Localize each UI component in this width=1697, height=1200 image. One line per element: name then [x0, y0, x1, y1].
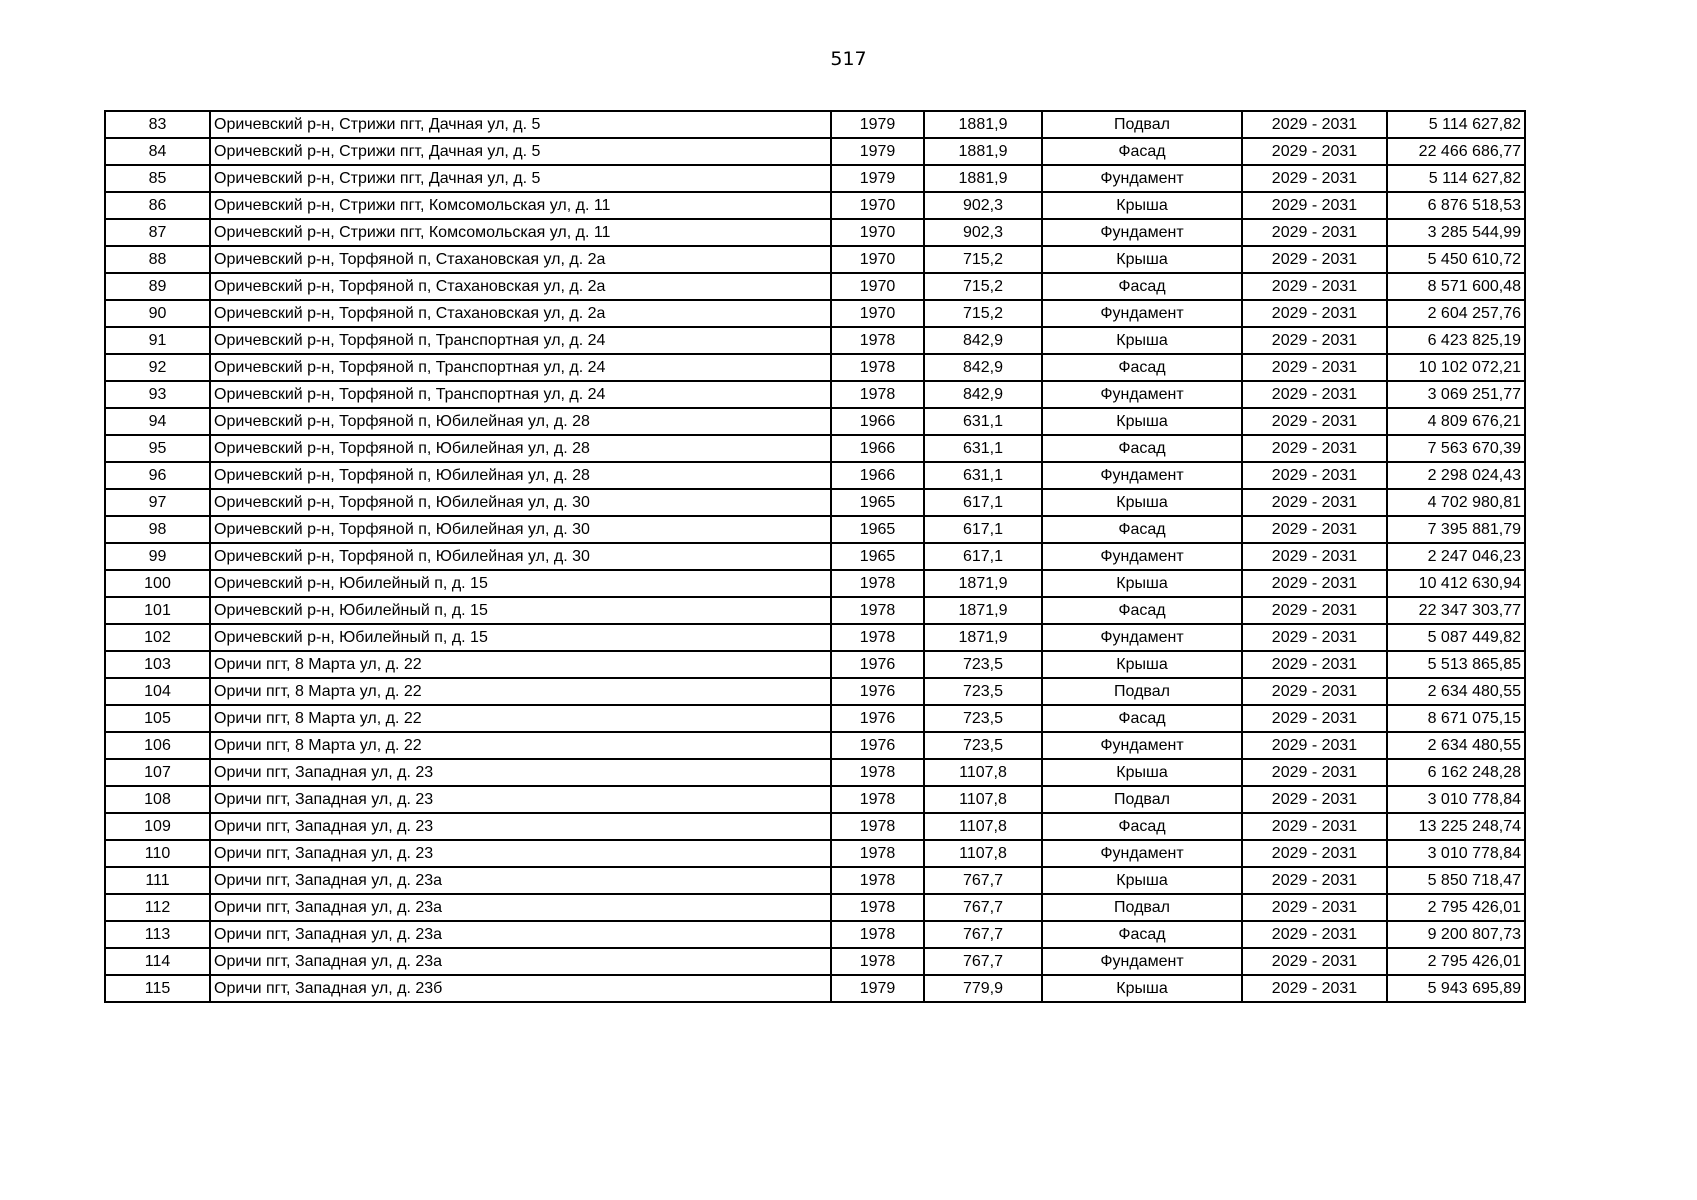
table-row [105, 192, 1525, 219]
year-cell: 1978 [831, 354, 924, 381]
address-cell: Оричевский р-н, Стрижи пгт, Дачная ул, д. 5 [210, 111, 831, 138]
table-row [105, 597, 1525, 624]
period-cell: 2029 - 2031 [1242, 597, 1387, 624]
period-cell: 2029 - 2031 [1242, 516, 1387, 543]
work-type-cell: Крыша [1042, 489, 1242, 516]
table-row [105, 732, 1525, 759]
address-cell: Оричевский р-н, Торфяной п, Транспортная ул, д. 24 [210, 327, 831, 354]
period-cell: 2029 - 2031 [1242, 759, 1387, 786]
period-cell: 2029 - 2031 [1242, 462, 1387, 489]
work-type-cell: Крыша [1042, 867, 1242, 894]
cost-cell: 7 563 670,39 [1387, 435, 1525, 462]
period-cell: 2029 - 2031 [1242, 678, 1387, 705]
period-cell: 2029 - 2031 [1242, 138, 1387, 165]
work-type-cell: Крыша [1042, 975, 1242, 1002]
row-number-cell: 89 [105, 273, 210, 300]
repair-schedule-table [104, 110, 1526, 1003]
area-cell: 617,1 [924, 489, 1042, 516]
area-cell: 767,7 [924, 921, 1042, 948]
period-cell: 2029 - 2031 [1242, 651, 1387, 678]
cost-cell: 10 412 630,94 [1387, 570, 1525, 597]
address-cell: Оричи пгт, Западная ул, д. 23 [210, 759, 831, 786]
table-row [105, 651, 1525, 678]
work-type-cell: Фасад [1042, 705, 1242, 732]
year-cell: 1966 [831, 462, 924, 489]
year-cell: 1970 [831, 246, 924, 273]
work-type-cell: Фундамент [1042, 462, 1242, 489]
work-type-cell: Крыша [1042, 192, 1242, 219]
address-cell: Оричи пгт, Западная ул, д. 23а [210, 867, 831, 894]
cost-cell: 3 010 778,84 [1387, 840, 1525, 867]
work-type-cell: Крыша [1042, 327, 1242, 354]
area-cell: 767,7 [924, 948, 1042, 975]
table-row [105, 840, 1525, 867]
cost-cell: 3 285 544,99 [1387, 219, 1525, 246]
cost-cell: 8 571 600,48 [1387, 273, 1525, 300]
year-cell: 1978 [831, 381, 924, 408]
year-cell: 1970 [831, 192, 924, 219]
table-body [105, 111, 1525, 1002]
table-row [105, 705, 1525, 732]
work-type-cell: Фасад [1042, 921, 1242, 948]
address-cell: Оричевский р-н, Торфяной п, Юбилейная ул, д. 28 [210, 435, 831, 462]
area-cell: 1107,8 [924, 786, 1042, 813]
table-row [105, 462, 1525, 489]
row-number-cell: 95 [105, 435, 210, 462]
period-cell: 2029 - 2031 [1242, 624, 1387, 651]
address-cell: Оричевский р-н, Стрижи пгт, Дачная ул, д. 5 [210, 165, 831, 192]
period-cell: 2029 - 2031 [1242, 165, 1387, 192]
address-cell: Оричевский р-н, Юбилейный п, д. 15 [210, 570, 831, 597]
cost-cell: 3 010 778,84 [1387, 786, 1525, 813]
area-cell: 715,2 [924, 246, 1042, 273]
address-cell: Оричевский р-н, Торфяной п, Юбилейная ул, д. 30 [210, 543, 831, 570]
address-cell: Оричевский р-н, Торфяной п, Стахановская ул, д. 2а [210, 273, 831, 300]
row-number-cell: 102 [105, 624, 210, 651]
cost-cell: 8 671 075,15 [1387, 705, 1525, 732]
year-cell: 1979 [831, 111, 924, 138]
cost-cell: 6 876 518,53 [1387, 192, 1525, 219]
area-cell: 631,1 [924, 408, 1042, 435]
period-cell: 2029 - 2031 [1242, 786, 1387, 813]
year-cell: 1965 [831, 489, 924, 516]
address-cell: Оричевский р-н, Торфяной п, Юбилейная ул, д. 30 [210, 516, 831, 543]
period-cell: 2029 - 2031 [1242, 543, 1387, 570]
work-type-cell: Фундамент [1042, 543, 1242, 570]
table-row [105, 867, 1525, 894]
period-cell: 2029 - 2031 [1242, 435, 1387, 462]
work-type-cell: Фасад [1042, 813, 1242, 840]
cost-cell: 5 114 627,82 [1387, 165, 1525, 192]
table-row [105, 570, 1525, 597]
address-cell: Оричевский р-н, Стрижи пгт, Комсомольская ул, д. 11 [210, 192, 831, 219]
row-number-cell: 91 [105, 327, 210, 354]
area-cell: 1107,8 [924, 759, 1042, 786]
period-cell: 2029 - 2031 [1242, 381, 1387, 408]
row-number-cell: 105 [105, 705, 210, 732]
area-cell: 723,5 [924, 678, 1042, 705]
period-cell: 2029 - 2031 [1242, 867, 1387, 894]
cost-cell: 2 795 426,01 [1387, 894, 1525, 921]
cost-cell: 5 087 449,82 [1387, 624, 1525, 651]
cost-cell: 2 604 257,76 [1387, 300, 1525, 327]
table-row [105, 111, 1525, 138]
area-cell: 715,2 [924, 300, 1042, 327]
row-number-cell: 113 [105, 921, 210, 948]
year-cell: 1979 [831, 975, 924, 1002]
area-cell: 842,9 [924, 381, 1042, 408]
period-cell: 2029 - 2031 [1242, 894, 1387, 921]
work-type-cell: Фундамент [1042, 624, 1242, 651]
work-type-cell: Фасад [1042, 273, 1242, 300]
year-cell: 1979 [831, 138, 924, 165]
row-number-cell: 96 [105, 462, 210, 489]
row-number-cell: 101 [105, 597, 210, 624]
address-cell: Оричи пгт, Западная ул, д. 23 [210, 840, 831, 867]
table-row [105, 759, 1525, 786]
area-cell: 779,9 [924, 975, 1042, 1002]
cost-cell: 22 466 686,77 [1387, 138, 1525, 165]
period-cell: 2029 - 2031 [1242, 732, 1387, 759]
address-cell: Оричи пгт, 8 Марта ул, д. 22 [210, 678, 831, 705]
table-row [105, 921, 1525, 948]
table-row [105, 948, 1525, 975]
cost-cell: 22 347 303,77 [1387, 597, 1525, 624]
cost-cell: 2 247 046,23 [1387, 543, 1525, 570]
table-row [105, 894, 1525, 921]
work-type-cell: Крыша [1042, 651, 1242, 678]
row-number-cell: 115 [105, 975, 210, 1002]
row-number-cell: 94 [105, 408, 210, 435]
row-number-cell: 98 [105, 516, 210, 543]
row-number-cell: 90 [105, 300, 210, 327]
period-cell: 2029 - 2031 [1242, 921, 1387, 948]
cost-cell: 2 795 426,01 [1387, 948, 1525, 975]
row-number-cell: 106 [105, 732, 210, 759]
period-cell: 2029 - 2031 [1242, 570, 1387, 597]
year-cell: 1976 [831, 678, 924, 705]
work-type-cell: Подвал [1042, 786, 1242, 813]
area-cell: 842,9 [924, 327, 1042, 354]
row-number-cell: 112 [105, 894, 210, 921]
year-cell: 1978 [831, 948, 924, 975]
cost-cell: 5 850 718,47 [1387, 867, 1525, 894]
work-type-cell: Подвал [1042, 111, 1242, 138]
address-cell: Оричевский р-н, Юбилейный п, д. 15 [210, 624, 831, 651]
cost-cell: 13 225 248,74 [1387, 813, 1525, 840]
table-row [105, 273, 1525, 300]
period-cell: 2029 - 2031 [1242, 327, 1387, 354]
period-cell: 2029 - 2031 [1242, 273, 1387, 300]
work-type-cell: Фундамент [1042, 732, 1242, 759]
table-row [105, 165, 1525, 192]
area-cell: 1881,9 [924, 111, 1042, 138]
year-cell: 1976 [831, 651, 924, 678]
cost-cell: 4 809 676,21 [1387, 408, 1525, 435]
row-number-cell: 108 [105, 786, 210, 813]
table-row [105, 624, 1525, 651]
cost-cell: 9 200 807,73 [1387, 921, 1525, 948]
area-cell: 715,2 [924, 273, 1042, 300]
area-cell: 1871,9 [924, 570, 1042, 597]
row-number-cell: 103 [105, 651, 210, 678]
cost-cell: 7 395 881,79 [1387, 516, 1525, 543]
area-cell: 631,1 [924, 462, 1042, 489]
area-cell: 1107,8 [924, 840, 1042, 867]
year-cell: 1970 [831, 300, 924, 327]
table-row [105, 354, 1525, 381]
area-cell: 1871,9 [924, 624, 1042, 651]
address-cell: Оричевский р-н, Торфяной п, Стахановская ул, д. 2а [210, 246, 831, 273]
period-cell: 2029 - 2031 [1242, 192, 1387, 219]
area-cell: 1881,9 [924, 165, 1042, 192]
row-number-cell: 109 [105, 813, 210, 840]
period-cell: 2029 - 2031 [1242, 705, 1387, 732]
table-row [105, 219, 1525, 246]
row-number-cell: 85 [105, 165, 210, 192]
row-number-cell: 110 [105, 840, 210, 867]
area-cell: 1871,9 [924, 597, 1042, 624]
row-number-cell: 99 [105, 543, 210, 570]
table-row [105, 246, 1525, 273]
work-type-cell: Подвал [1042, 678, 1242, 705]
year-cell: 1965 [831, 516, 924, 543]
row-number-cell: 111 [105, 867, 210, 894]
period-cell: 2029 - 2031 [1242, 840, 1387, 867]
address-cell: Оричевский р-н, Торфяной п, Юбилейная ул, д. 30 [210, 489, 831, 516]
year-cell: 1978 [831, 597, 924, 624]
year-cell: 1978 [831, 894, 924, 921]
address-cell: Оричевский р-н, Юбилейный п, д. 15 [210, 597, 831, 624]
year-cell: 1978 [831, 813, 924, 840]
year-cell: 1966 [831, 408, 924, 435]
area-cell: 902,3 [924, 219, 1042, 246]
address-cell: Оричевский р-н, Торфяной п, Стахановская ул, д. 2а [210, 300, 831, 327]
period-cell: 2029 - 2031 [1242, 219, 1387, 246]
work-type-cell: Крыша [1042, 408, 1242, 435]
area-cell: 902,3 [924, 192, 1042, 219]
cost-cell: 5 114 627,82 [1387, 111, 1525, 138]
area-cell: 723,5 [924, 705, 1042, 732]
year-cell: 1978 [831, 867, 924, 894]
year-cell: 1976 [831, 732, 924, 759]
cost-cell: 5 943 695,89 [1387, 975, 1525, 1002]
cost-cell: 5 450 610,72 [1387, 246, 1525, 273]
year-cell: 1978 [831, 759, 924, 786]
cost-cell: 2 634 480,55 [1387, 678, 1525, 705]
table-row [105, 489, 1525, 516]
year-cell: 1978 [831, 921, 924, 948]
period-cell: 2029 - 2031 [1242, 489, 1387, 516]
work-type-cell: Фундамент [1042, 840, 1242, 867]
work-type-cell: Фундамент [1042, 300, 1242, 327]
address-cell: Оричевский р-н, Торфяной п, Юбилейная ул, д. 28 [210, 408, 831, 435]
area-cell: 723,5 [924, 732, 1042, 759]
cost-cell: 4 702 980,81 [1387, 489, 1525, 516]
work-type-cell: Крыша [1042, 570, 1242, 597]
area-cell: 617,1 [924, 516, 1042, 543]
cost-cell: 10 102 072,21 [1387, 354, 1525, 381]
cost-cell: 6 423 825,19 [1387, 327, 1525, 354]
area-cell: 617,1 [924, 543, 1042, 570]
year-cell: 1978 [831, 327, 924, 354]
row-number-cell: 97 [105, 489, 210, 516]
area-cell: 767,7 [924, 867, 1042, 894]
table-row [105, 435, 1525, 462]
address-cell: Оричи пгт, Западная ул, д. 23 [210, 786, 831, 813]
address-cell: Оричевский р-н, Торфяной п, Транспортная ул, д. 24 [210, 354, 831, 381]
year-cell: 1978 [831, 840, 924, 867]
work-type-cell: Фасад [1042, 516, 1242, 543]
table-row [105, 138, 1525, 165]
row-number-cell: 84 [105, 138, 210, 165]
year-cell: 1976 [831, 705, 924, 732]
period-cell: 2029 - 2031 [1242, 246, 1387, 273]
work-type-cell: Фасад [1042, 435, 1242, 462]
row-number-cell: 86 [105, 192, 210, 219]
period-cell: 2029 - 2031 [1242, 948, 1387, 975]
address-cell: Оричи пгт, 8 Марта ул, д. 22 [210, 651, 831, 678]
row-number-cell: 83 [105, 111, 210, 138]
table-row [105, 813, 1525, 840]
table-row [105, 975, 1525, 1002]
table-row [105, 678, 1525, 705]
period-cell: 2029 - 2031 [1242, 408, 1387, 435]
period-cell: 2029 - 2031 [1242, 354, 1387, 381]
table-row [105, 543, 1525, 570]
cost-cell: 2 634 480,55 [1387, 732, 1525, 759]
address-cell: Оричи пгт, 8 Марта ул, д. 22 [210, 732, 831, 759]
row-number-cell: 107 [105, 759, 210, 786]
period-cell: 2029 - 2031 [1242, 975, 1387, 1002]
address-cell: Оричи пгт, 8 Марта ул, д. 22 [210, 705, 831, 732]
work-type-cell: Фундамент [1042, 948, 1242, 975]
address-cell: Оричевский р-н, Стрижи пгт, Комсомольская ул, д. 11 [210, 219, 831, 246]
address-cell: Оричевский р-н, Стрижи пгт, Дачная ул, д. 5 [210, 138, 831, 165]
area-cell: 767,7 [924, 894, 1042, 921]
year-cell: 1978 [831, 570, 924, 597]
year-cell: 1966 [831, 435, 924, 462]
work-type-cell: Фасад [1042, 597, 1242, 624]
period-cell: 2029 - 2031 [1242, 813, 1387, 840]
work-type-cell: Фасад [1042, 354, 1242, 381]
address-cell: Оричи пгт, Западная ул, д. 23а [210, 894, 831, 921]
table-row [105, 381, 1525, 408]
row-number-cell: 92 [105, 354, 210, 381]
address-cell: Оричи пгт, Западная ул, д. 23а [210, 948, 831, 975]
period-cell: 2029 - 2031 [1242, 111, 1387, 138]
area-cell: 842,9 [924, 354, 1042, 381]
area-cell: 723,5 [924, 651, 1042, 678]
address-cell: Оричевский р-н, Торфяной п, Транспортная ул, д. 24 [210, 381, 831, 408]
table-row [105, 300, 1525, 327]
year-cell: 1965 [831, 543, 924, 570]
row-number-cell: 114 [105, 948, 210, 975]
cost-cell: 3 069 251,77 [1387, 381, 1525, 408]
work-type-cell: Фундамент [1042, 219, 1242, 246]
address-cell: Оричи пгт, Западная ул, д. 23б [210, 975, 831, 1002]
row-number-cell: 87 [105, 219, 210, 246]
work-type-cell: Крыша [1042, 759, 1242, 786]
address-cell: Оричи пгт, Западная ул, д. 23а [210, 921, 831, 948]
table-row [105, 786, 1525, 813]
work-type-cell: Подвал [1042, 894, 1242, 921]
cost-cell: 5 513 865,85 [1387, 651, 1525, 678]
area-cell: 631,1 [924, 435, 1042, 462]
address-cell: Оричевский р-н, Торфяной п, Юбилейная ул, д. 28 [210, 462, 831, 489]
cost-cell: 6 162 248,28 [1387, 759, 1525, 786]
year-cell: 1978 [831, 624, 924, 651]
year-cell: 1970 [831, 219, 924, 246]
work-type-cell: Фундамент [1042, 381, 1242, 408]
row-number-cell: 88 [105, 246, 210, 273]
work-type-cell: Фундамент [1042, 165, 1242, 192]
row-number-cell: 100 [105, 570, 210, 597]
page-number: 517 [830, 48, 867, 70]
period-cell: 2029 - 2031 [1242, 300, 1387, 327]
year-cell: 1970 [831, 273, 924, 300]
year-cell: 1978 [831, 786, 924, 813]
year-cell: 1979 [831, 165, 924, 192]
table-row [105, 516, 1525, 543]
area-cell: 1881,9 [924, 138, 1042, 165]
table-row [105, 408, 1525, 435]
row-number-cell: 104 [105, 678, 210, 705]
address-cell: Оричи пгт, Западная ул, д. 23 [210, 813, 831, 840]
cost-cell: 2 298 024,43 [1387, 462, 1525, 489]
work-type-cell: Крыша [1042, 246, 1242, 273]
row-number-cell: 93 [105, 381, 210, 408]
work-type-cell: Фасад [1042, 138, 1242, 165]
table-row [105, 327, 1525, 354]
area-cell: 1107,8 [924, 813, 1042, 840]
